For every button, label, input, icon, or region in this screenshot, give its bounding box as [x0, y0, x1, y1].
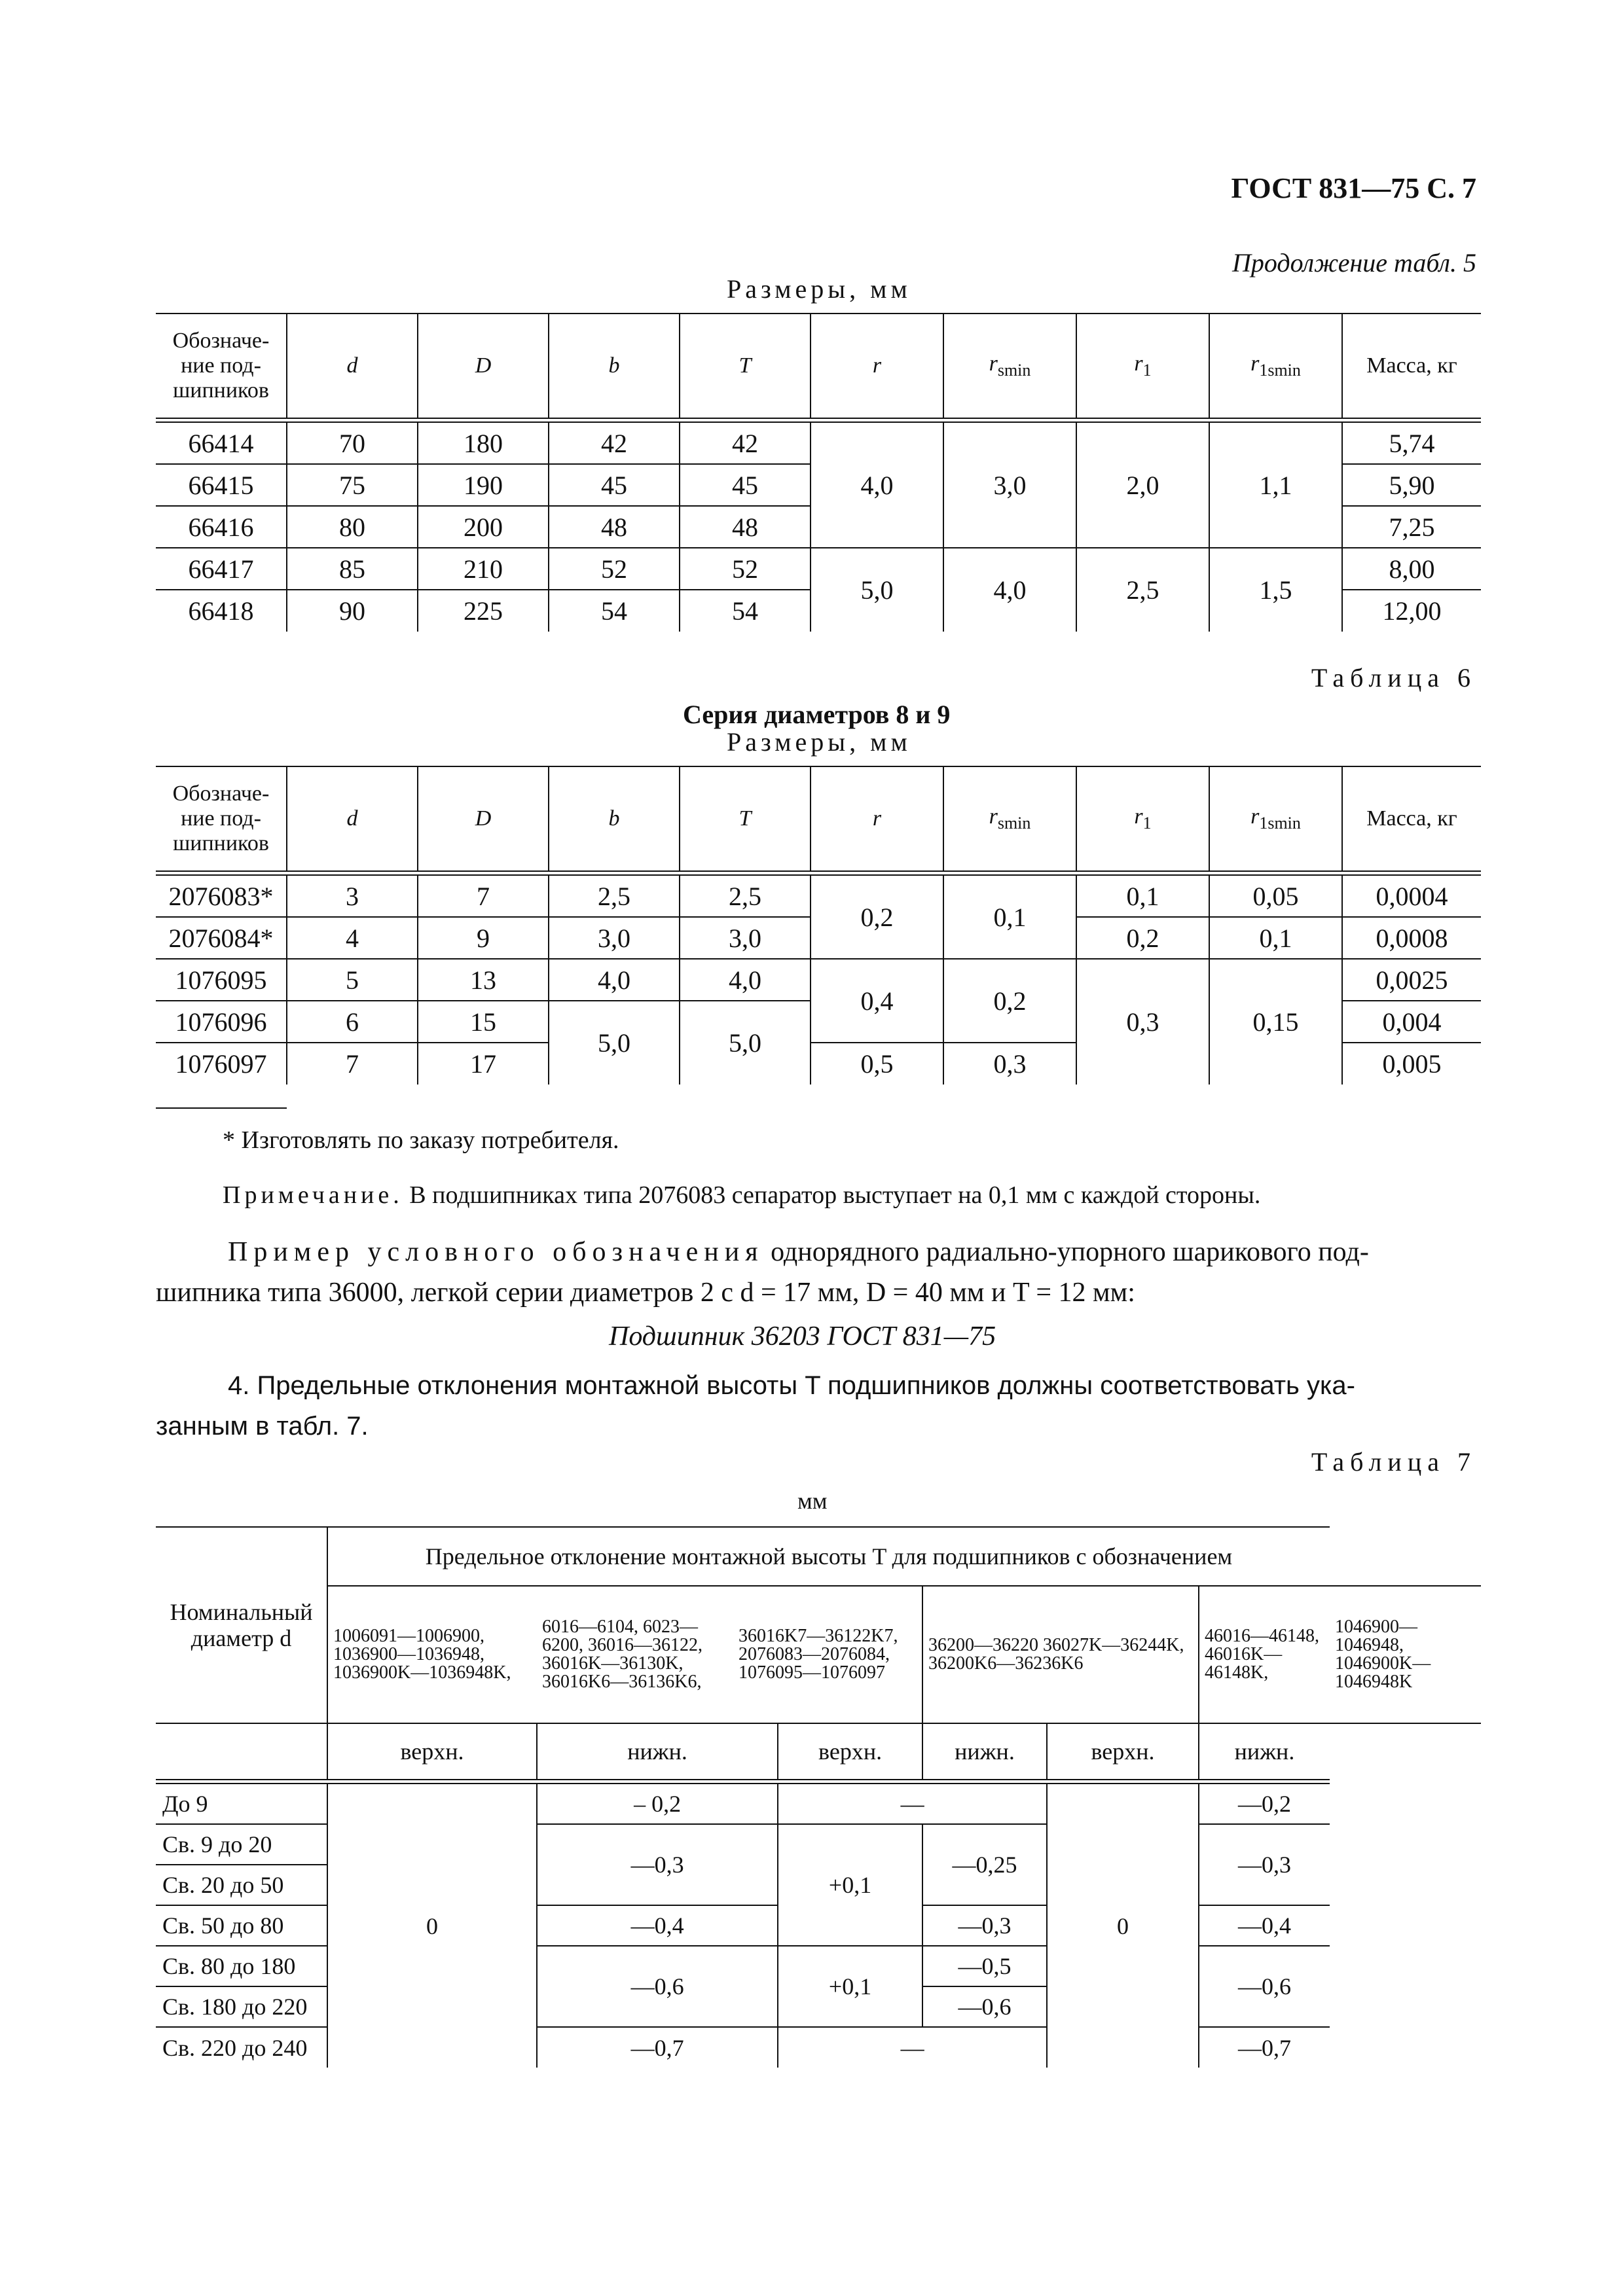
table-row: 66416 80 200 48 48 7,25: [156, 506, 1481, 548]
table-6: Обозначе-ние под-шипников d D b T r $r_{smin}$ $r_1$ $r_{1smin}$ Масса, кг 2076083* 3 7 2,5 2,5 0,2 0,1 0,1 0,05 0,0004 2076084* 4 9 3,0 3,0 0,2 0,1 0,0008 1076095 5 13 4,0 4,0 0,4 0,2 0,3 0,15 0,0025 1076096 6 15 5,0 5,0 0,004 1076097 7 17 0,5 0,3 0,005: [156, 766, 1481, 1085]
group-1: 1006091—1006900, 1036900—1036948, 1036900K—1036948K,: [327, 1586, 537, 1723]
table-row: 2076084* 4 9 3,0 3,0 0,2 0,1 0,0008: [156, 917, 1481, 959]
col-r: r: [811, 314, 943, 418]
footnote: * Изготовлять по заказу потребителя.: [223, 1126, 619, 1154]
table-7: Номинальный диаметр d Предельное отклонение монтажной высоты T для подшипников с обозначением 1006091—1006900, 1036900—1036948, 1036900K—1036948K, 6016—6104, 6023—6200, 36016—36122, 36016K—36130K, 36016K6—36136K6, 36016K7—36122K7, 2076083—2076084, 1076095—1076097 36200—36220 36027K—36244K, 36200K6—36236K6 46016—46148, 46016K— 46148K, 1046900— 1046948, 1046900K— 1046948K верхн. нижн. верхн. нижн. верхн. нижн. До 9 0 – 0,2 — 0 —0,2 Св. 9 до 20 —0,3 +0,1 —0,25 —0,3 Св. 20 до 50 Св. 50 до 80 —0,4 —0,3 —0,4 Св. 80 до 180 —0,6 +0,1 —0,5 —0,6 Св. 180 до 220 —0,6 Св. 220 до 240 —0,7 — —0,7: [156, 1526, 1481, 2068]
table-row: Св. 80 до 180 —0,6 +0,1 —0,5 —0,6: [156, 1946, 1481, 1986]
page-header: ГОСТ 831—75 С. 7: [1231, 172, 1476, 204]
table-row: 1076095 5 13 4,0 4,0 0,4 0,2 0,3 0,15 0,0025: [156, 959, 1481, 1001]
table-row: 66418 90 225 54 54 12,00: [156, 590, 1481, 632]
continuation-label: Продолжение табл. 5: [1231, 248, 1476, 278]
table6-label: Таблица 6: [1311, 663, 1476, 692]
clause-4: 4. Предельные отклонения монтажной высоты T подшипников должны соответствовать ука- занным в табл. 7.: [156, 1371, 1355, 1441]
table-row: 2076083* 3 7 2,5 2,5 0,2 0,1 0,1 0,05 0,0004: [156, 875, 1481, 917]
group-3: 36200—36220 36027K—36244K, 36200K6—36236K6: [922, 1586, 1199, 1723]
table-row: Св. 50 до 80 —0,4 —0,3 —0,4: [156, 1905, 1481, 1946]
col-D: D: [418, 314, 549, 418]
col-T: T: [680, 314, 811, 418]
table-row: 66415 75 190 45 45 5,90: [156, 464, 1481, 506]
col-mass: Масса, кг: [1342, 314, 1481, 418]
example-paragraph: Пример условного обозначения однорядного радиально-упорного шарикового под- шипника типа 36000, легкой серии диаметров 2 с d = 17 мм, D = 40 мм и T = 12 мм:: [156, 1237, 1369, 1308]
table6-sizes-label: Размеры, мм: [727, 727, 911, 757]
example-designation: Подшипник 36203 ГОСТ 831—75: [609, 1321, 996, 1352]
table-row: 1076096 6 15 5,0 5,0 0,004: [156, 1001, 1481, 1043]
table-row: 66417 85 210 52 52 5,0 4,0 2,5 1,5 8,00: [156, 548, 1481, 590]
note: Примечание. В подшипниках типа 2076083 сепаратор выступает на 0,1 мм с каждой стороны.: [223, 1181, 1261, 1209]
table-row: До 9 0 – 0,2 — 0 —0,2: [156, 1784, 1481, 1824]
table7-unit: мм: [797, 1488, 828, 1514]
group-2: 6016—6104, 6023—6200, 36016—36122, 36016K—36130K, 36016K6—36136K6, 36016K7—36122K7, 2076083—2076084, 1076095—1076097: [537, 1586, 922, 1723]
col-r1smin: $r_{1smin}$: [1209, 314, 1342, 418]
col-b: b: [549, 314, 680, 418]
deviation-header: Предельное отклонение монтажной высоты T для подшипников с обозначением: [327, 1527, 1330, 1586]
table-row: 66414 70 180 42 42 4,0 3,0 2,0 1,1 5,74: [156, 422, 1481, 464]
lower-header: нижн.: [537, 1723, 778, 1780]
table5-sizes-label: Размеры, мм: [727, 274, 911, 304]
upper-header: верхн.: [327, 1723, 537, 1780]
group-5: 1046900— 1046948, 1046900K— 1046948K: [1330, 1586, 1481, 1723]
table-row: Св. 220 до 240 —0,7 — —0,7: [156, 2027, 1481, 2068]
table-row: Св. 9 до 20 —0,3 +0,1 —0,25 —0,3: [156, 1824, 1481, 1865]
table6-title: Серия диаметров 8 и 9: [683, 700, 951, 729]
col-designation: Обозначе-ние под-шипников: [156, 314, 287, 418]
nominal-diameter-header: Номинальный диаметр d: [156, 1527, 327, 1723]
col-d: d: [287, 314, 418, 418]
group-4: 46016—46148, 46016K— 46148K,: [1199, 1586, 1330, 1723]
table-row: Св. 180 до 220 —0,6: [156, 1986, 1481, 2027]
footnote-rule: [156, 1107, 287, 1109]
table-row: 1076097 7 17 0,5 0,3 0,005: [156, 1043, 1481, 1085]
table-row: Св. 20 до 50: [156, 1865, 1481, 1905]
col-rsmin: $r_{smin}$: [943, 314, 1076, 418]
table-5: [156, 313, 1481, 632]
table7-label: Таблица 7: [1311, 1447, 1476, 1477]
col-r1: $r_1$: [1076, 314, 1209, 418]
